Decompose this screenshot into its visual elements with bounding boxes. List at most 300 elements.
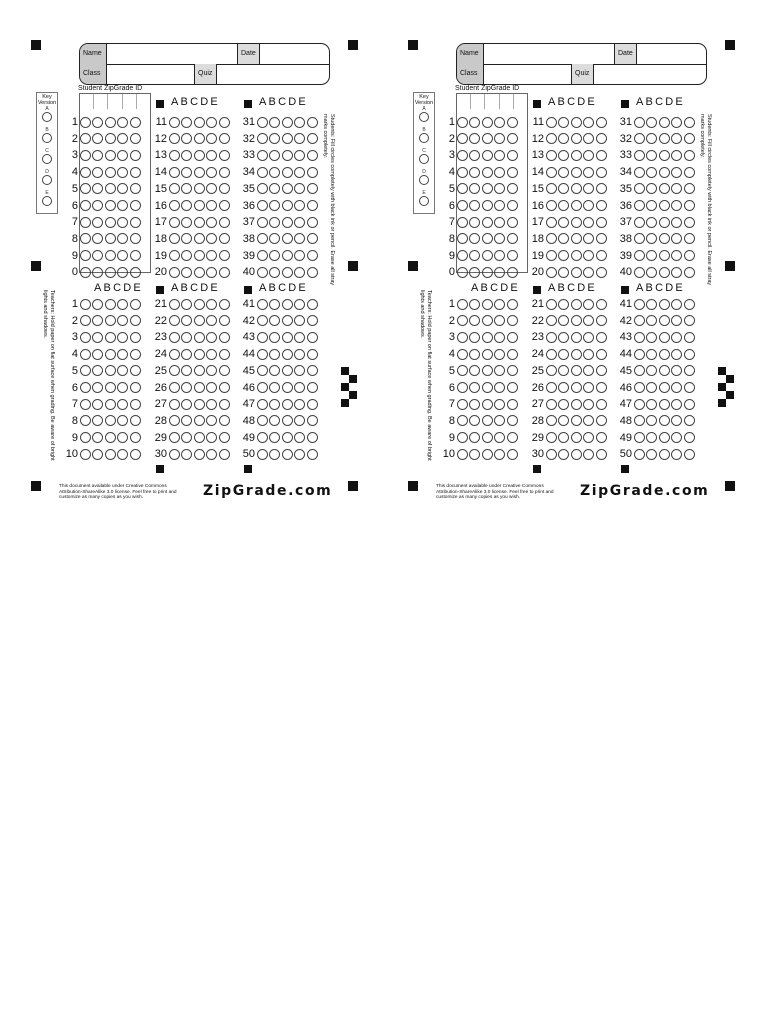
answer-bubble[interactable] [206, 217, 217, 228]
answer-bubble[interactable] [684, 117, 695, 128]
answer-bubble[interactable] [181, 415, 192, 426]
answer-bubble[interactable] [571, 250, 582, 261]
id-bubble[interactable] [507, 183, 518, 194]
answer-bubble[interactable] [105, 349, 116, 360]
answer-bubble[interactable] [546, 432, 557, 443]
answer-bubble[interactable] [646, 315, 657, 326]
answer-bubble[interactable] [583, 133, 594, 144]
answer-bubble[interactable] [671, 250, 682, 261]
answer-bubble[interactable] [130, 299, 141, 310]
answer-bubble[interactable] [646, 150, 657, 161]
id-bubble[interactable] [494, 200, 505, 211]
answer-bubble[interactable] [269, 365, 280, 376]
answer-bubble[interactable] [558, 200, 569, 211]
answer-bubble[interactable] [546, 233, 557, 244]
answer-bubble[interactable] [294, 217, 305, 228]
answer-bubble[interactable] [181, 250, 192, 261]
id-bubble[interactable] [105, 117, 116, 128]
answer-bubble[interactable] [307, 382, 318, 393]
id-bubble[interactable] [469, 267, 480, 278]
id-bubble[interactable] [80, 167, 91, 178]
answer-bubble[interactable] [546, 217, 557, 228]
id-bubble[interactable] [130, 117, 141, 128]
answer-bubble[interactable] [558, 299, 569, 310]
answer-bubble[interactable] [294, 415, 305, 426]
id-bubble[interactable] [507, 217, 518, 228]
answer-bubble[interactable] [583, 233, 594, 244]
id-bubble[interactable] [482, 117, 493, 128]
answer-bubble[interactable] [583, 315, 594, 326]
answer-bubble[interactable] [671, 183, 682, 194]
answer-bubble[interactable] [469, 365, 480, 376]
answer-bubble[interactable] [546, 117, 557, 128]
answer-bubble[interactable] [583, 432, 594, 443]
id-bubble[interactable] [507, 117, 518, 128]
answer-bubble[interactable] [482, 432, 493, 443]
answer-bubble[interactable] [282, 449, 293, 460]
answer-bubble[interactable] [469, 382, 480, 393]
answer-bubble[interactable] [494, 432, 505, 443]
answer-bubble[interactable] [659, 349, 670, 360]
answer-bubble[interactable] [494, 415, 505, 426]
answer-bubble[interactable] [596, 315, 607, 326]
id-bubble[interactable] [80, 183, 91, 194]
id-bubble[interactable] [494, 150, 505, 161]
answer-bubble[interactable] [257, 183, 268, 194]
answer-bubble[interactable] [457, 299, 468, 310]
key-bubble[interactable] [42, 154, 52, 164]
answer-bubble[interactable] [571, 200, 582, 211]
answer-bubble[interactable] [684, 133, 695, 144]
id-bubble[interactable] [507, 250, 518, 261]
answer-bubble[interactable] [282, 299, 293, 310]
answer-bubble[interactable] [671, 299, 682, 310]
key-bubble[interactable] [419, 154, 429, 164]
answer-bubble[interactable] [117, 315, 128, 326]
answer-bubble[interactable] [219, 200, 230, 211]
answer-bubble[interactable] [583, 399, 594, 410]
id-bubble[interactable] [105, 250, 116, 261]
answer-bubble[interactable] [457, 449, 468, 460]
id-bubble[interactable] [482, 217, 493, 228]
answer-bubble[interactable] [169, 299, 180, 310]
answer-bubble[interactable] [583, 365, 594, 376]
answer-bubble[interactable] [181, 349, 192, 360]
answer-bubble[interactable] [546, 200, 557, 211]
answer-bubble[interactable] [206, 250, 217, 261]
answer-bubble[interactable] [507, 332, 518, 343]
answer-bubble[interactable] [646, 250, 657, 261]
answer-bubble[interactable] [558, 432, 569, 443]
key-bubble[interactable] [42, 112, 52, 122]
answer-bubble[interactable] [671, 399, 682, 410]
class-field[interactable] [107, 64, 194, 84]
id-bubble[interactable] [457, 217, 468, 228]
answer-bubble[interactable] [482, 449, 493, 460]
answer-bubble[interactable] [282, 167, 293, 178]
answer-bubble[interactable] [596, 399, 607, 410]
id-bubble[interactable] [457, 233, 468, 244]
answer-bubble[interactable] [80, 449, 91, 460]
answer-bubble[interactable] [181, 233, 192, 244]
answer-bubble[interactable] [634, 133, 645, 144]
answer-bubble[interactable] [269, 382, 280, 393]
answer-bubble[interactable] [684, 167, 695, 178]
answer-bubble[interactable] [219, 250, 230, 261]
id-bubble[interactable] [457, 133, 468, 144]
answer-bubble[interactable] [596, 183, 607, 194]
answer-bubble[interactable] [219, 349, 230, 360]
answer-bubble[interactable] [80, 349, 91, 360]
answer-bubble[interactable] [206, 299, 217, 310]
answer-bubble[interactable] [194, 332, 205, 343]
answer-bubble[interactable] [294, 133, 305, 144]
id-bubble[interactable] [117, 250, 128, 261]
id-bubble[interactable] [457, 250, 468, 261]
answer-bubble[interactable] [269, 315, 280, 326]
answer-bubble[interactable] [457, 365, 468, 376]
id-bubble[interactable] [80, 133, 91, 144]
answer-bubble[interactable] [546, 382, 557, 393]
answer-bubble[interactable] [181, 183, 192, 194]
id-bubble[interactable] [469, 133, 480, 144]
answer-bubble[interactable] [596, 365, 607, 376]
id-bubble[interactable] [130, 150, 141, 161]
answer-bubble[interactable] [507, 349, 518, 360]
answer-bubble[interactable] [269, 449, 280, 460]
key-bubble[interactable] [42, 133, 52, 143]
answer-bubble[interactable] [482, 315, 493, 326]
answer-bubble[interactable] [583, 332, 594, 343]
id-bubble[interactable] [469, 233, 480, 244]
answer-bubble[interactable] [659, 150, 670, 161]
id-bubble[interactable] [507, 150, 518, 161]
answer-bubble[interactable] [684, 449, 695, 460]
id-bubble[interactable] [105, 133, 116, 144]
answer-bubble[interactable] [181, 267, 192, 278]
answer-bubble[interactable] [482, 349, 493, 360]
answer-bubble[interactable] [92, 349, 103, 360]
answer-bubble[interactable] [659, 449, 670, 460]
key-bubble[interactable] [419, 133, 429, 143]
answer-bubble[interactable] [634, 233, 645, 244]
answer-bubble[interactable] [80, 365, 91, 376]
answer-bubble[interactable] [671, 315, 682, 326]
answer-bubble[interactable] [671, 217, 682, 228]
answer-bubble[interactable] [257, 332, 268, 343]
answer-bubble[interactable] [194, 117, 205, 128]
answer-bubble[interactable] [671, 267, 682, 278]
answer-bubble[interactable] [634, 150, 645, 161]
answer-bubble[interactable] [194, 233, 205, 244]
date-field[interactable] [637, 44, 706, 64]
answer-bubble[interactable] [181, 382, 192, 393]
answer-bubble[interactable] [507, 365, 518, 376]
answer-bubble[interactable] [117, 399, 128, 410]
answer-bubble[interactable] [282, 200, 293, 211]
id-bubble[interactable] [92, 167, 103, 178]
answer-bubble[interactable] [571, 449, 582, 460]
id-bubble[interactable] [117, 150, 128, 161]
id-bubble[interactable] [482, 250, 493, 261]
answer-bubble[interactable] [659, 267, 670, 278]
answer-bubble[interactable] [269, 217, 280, 228]
answer-bubble[interactable] [257, 365, 268, 376]
id-bubble[interactable] [130, 217, 141, 228]
answer-bubble[interactable] [307, 332, 318, 343]
id-bubble[interactable] [457, 200, 468, 211]
id-bubble[interactable] [80, 267, 91, 278]
answer-bubble[interactable] [583, 382, 594, 393]
answer-bubble[interactable] [307, 415, 318, 426]
answer-bubble[interactable] [169, 250, 180, 261]
answer-bubble[interactable] [269, 432, 280, 443]
answer-bubble[interactable] [257, 117, 268, 128]
answer-bubble[interactable] [546, 349, 557, 360]
id-bubble[interactable] [80, 217, 91, 228]
answer-bubble[interactable] [269, 349, 280, 360]
answer-bubble[interactable] [671, 349, 682, 360]
answer-bubble[interactable] [282, 382, 293, 393]
answer-bubble[interactable] [671, 133, 682, 144]
answer-bubble[interactable] [219, 449, 230, 460]
answer-bubble[interactable] [684, 315, 695, 326]
quiz-field[interactable] [217, 64, 329, 84]
answer-bubble[interactable] [558, 449, 569, 460]
answer-bubble[interactable] [181, 299, 192, 310]
answer-bubble[interactable] [558, 332, 569, 343]
answer-bubble[interactable] [494, 449, 505, 460]
id-bubble[interactable] [494, 183, 505, 194]
id-bubble[interactable] [130, 267, 141, 278]
answer-bubble[interactable] [257, 133, 268, 144]
answer-bubble[interactable] [684, 399, 695, 410]
id-bubble[interactable] [92, 183, 103, 194]
answer-bubble[interactable] [294, 267, 305, 278]
answer-bubble[interactable] [494, 365, 505, 376]
answer-bubble[interactable] [671, 117, 682, 128]
answer-bubble[interactable] [257, 315, 268, 326]
answer-bubble[interactable] [194, 365, 205, 376]
answer-bubble[interactable] [469, 332, 480, 343]
answer-bubble[interactable] [558, 167, 569, 178]
answer-bubble[interactable] [634, 315, 645, 326]
answer-bubble[interactable] [282, 267, 293, 278]
answer-bubble[interactable] [219, 117, 230, 128]
answer-bubble[interactable] [105, 432, 116, 443]
answer-bubble[interactable] [571, 399, 582, 410]
answer-bubble[interactable] [117, 415, 128, 426]
answer-bubble[interactable] [634, 415, 645, 426]
answer-bubble[interactable] [294, 399, 305, 410]
answer-bubble[interactable] [546, 299, 557, 310]
answer-bubble[interactable] [257, 432, 268, 443]
answer-bubble[interactable] [169, 332, 180, 343]
answer-bubble[interactable] [482, 365, 493, 376]
answer-bubble[interactable] [257, 349, 268, 360]
answer-bubble[interactable] [571, 332, 582, 343]
answer-bubble[interactable] [634, 349, 645, 360]
key-bubble[interactable] [419, 175, 429, 185]
answer-bubble[interactable] [194, 315, 205, 326]
answer-bubble[interactable] [571, 432, 582, 443]
answer-bubble[interactable] [194, 183, 205, 194]
answer-bubble[interactable] [457, 382, 468, 393]
answer-bubble[interactable] [294, 365, 305, 376]
answer-bubble[interactable] [206, 349, 217, 360]
id-bubble[interactable] [117, 167, 128, 178]
id-bubble[interactable] [117, 233, 128, 244]
answer-bubble[interactable] [307, 150, 318, 161]
answer-bubble[interactable] [571, 167, 582, 178]
answer-bubble[interactable] [558, 349, 569, 360]
answer-bubble[interactable] [181, 315, 192, 326]
answer-bubble[interactable] [634, 365, 645, 376]
answer-bubble[interactable] [105, 299, 116, 310]
answer-bubble[interactable] [558, 233, 569, 244]
answer-bubble[interactable] [169, 449, 180, 460]
id-bubble[interactable] [482, 183, 493, 194]
answer-bubble[interactable] [571, 233, 582, 244]
answer-bubble[interactable] [194, 415, 205, 426]
answer-bubble[interactable] [206, 200, 217, 211]
answer-bubble[interactable] [646, 415, 657, 426]
answer-bubble[interactable] [181, 150, 192, 161]
answer-bubble[interactable] [282, 365, 293, 376]
answer-bubble[interactable] [80, 432, 91, 443]
answer-bubble[interactable] [558, 150, 569, 161]
answer-bubble[interactable] [583, 167, 594, 178]
id-bubble[interactable] [130, 250, 141, 261]
answer-bubble[interactable] [596, 167, 607, 178]
answer-bubble[interactable] [257, 382, 268, 393]
answer-bubble[interactable] [457, 399, 468, 410]
id-bubble[interactable] [469, 183, 480, 194]
answer-bubble[interactable] [634, 332, 645, 343]
answer-bubble[interactable] [583, 183, 594, 194]
answer-bubble[interactable] [671, 449, 682, 460]
answer-bubble[interactable] [634, 432, 645, 443]
answer-bubble[interactable] [105, 449, 116, 460]
answer-bubble[interactable] [169, 133, 180, 144]
id-bubble[interactable] [105, 233, 116, 244]
id-bubble[interactable] [80, 233, 91, 244]
answer-bubble[interactable] [596, 150, 607, 161]
answer-bubble[interactable] [671, 365, 682, 376]
answer-bubble[interactable] [646, 233, 657, 244]
answer-bubble[interactable] [457, 415, 468, 426]
answer-bubble[interactable] [583, 415, 594, 426]
answer-bubble[interactable] [294, 183, 305, 194]
key-bubble[interactable] [42, 175, 52, 185]
id-bubble[interactable] [457, 183, 468, 194]
answer-bubble[interactable] [92, 415, 103, 426]
id-bubble[interactable] [80, 250, 91, 261]
answer-bubble[interactable] [130, 415, 141, 426]
answer-bubble[interactable] [206, 315, 217, 326]
answer-bubble[interactable] [558, 399, 569, 410]
answer-bubble[interactable] [558, 415, 569, 426]
answer-bubble[interactable] [671, 200, 682, 211]
answer-bubble[interactable] [307, 167, 318, 178]
answer-bubble[interactable] [469, 399, 480, 410]
answer-bubble[interactable] [684, 365, 695, 376]
answer-bubble[interactable] [646, 299, 657, 310]
id-bubble[interactable] [507, 167, 518, 178]
answer-bubble[interactable] [684, 267, 695, 278]
answer-bubble[interactable] [546, 267, 557, 278]
key-bubble[interactable] [419, 112, 429, 122]
answer-bubble[interactable] [558, 183, 569, 194]
id-bubble[interactable] [494, 167, 505, 178]
answer-bubble[interactable] [634, 117, 645, 128]
answer-bubble[interactable] [659, 365, 670, 376]
answer-bubble[interactable] [634, 217, 645, 228]
answer-bubble[interactable] [92, 365, 103, 376]
answer-bubble[interactable] [684, 332, 695, 343]
answer-bubble[interactable] [307, 217, 318, 228]
answer-bubble[interactable] [206, 399, 217, 410]
answer-bubble[interactable] [507, 399, 518, 410]
answer-bubble[interactable] [206, 432, 217, 443]
answer-bubble[interactable] [596, 449, 607, 460]
answer-bubble[interactable] [634, 382, 645, 393]
answer-bubble[interactable] [169, 183, 180, 194]
answer-bubble[interactable] [558, 250, 569, 261]
answer-bubble[interactable] [194, 382, 205, 393]
answer-bubble[interactable] [596, 332, 607, 343]
answer-bubble[interactable] [206, 415, 217, 426]
answer-bubble[interactable] [307, 117, 318, 128]
answer-bubble[interactable] [659, 432, 670, 443]
answer-bubble[interactable] [181, 133, 192, 144]
id-bubble[interactable] [457, 167, 468, 178]
answer-bubble[interactable] [206, 449, 217, 460]
answer-bubble[interactable] [684, 432, 695, 443]
answer-bubble[interactable] [269, 399, 280, 410]
answer-bubble[interactable] [507, 432, 518, 443]
id-bubble[interactable] [482, 167, 493, 178]
id-bubble[interactable] [457, 117, 468, 128]
answer-bubble[interactable] [546, 150, 557, 161]
answer-bubble[interactable] [257, 267, 268, 278]
answer-bubble[interactable] [571, 349, 582, 360]
answer-bubble[interactable] [117, 365, 128, 376]
id-bubble[interactable] [105, 267, 116, 278]
answer-bubble[interactable] [169, 217, 180, 228]
answer-bubble[interactable] [294, 382, 305, 393]
answer-bubble[interactable] [546, 365, 557, 376]
id-bubble[interactable] [105, 183, 116, 194]
answer-bubble[interactable] [634, 399, 645, 410]
answer-bubble[interactable] [571, 382, 582, 393]
answer-bubble[interactable] [659, 399, 670, 410]
answer-bubble[interactable] [169, 200, 180, 211]
answer-bubble[interactable] [457, 432, 468, 443]
answer-bubble[interactable] [659, 183, 670, 194]
answer-bubble[interactable] [169, 349, 180, 360]
answer-bubble[interactable] [194, 250, 205, 261]
answer-bubble[interactable] [684, 382, 695, 393]
id-bubble[interactable] [105, 167, 116, 178]
answer-bubble[interactable] [307, 183, 318, 194]
answer-bubble[interactable] [671, 332, 682, 343]
id-bubble[interactable] [130, 167, 141, 178]
answer-bubble[interactable] [507, 315, 518, 326]
answer-bubble[interactable] [269, 332, 280, 343]
answer-bubble[interactable] [117, 349, 128, 360]
answer-bubble[interactable] [583, 299, 594, 310]
